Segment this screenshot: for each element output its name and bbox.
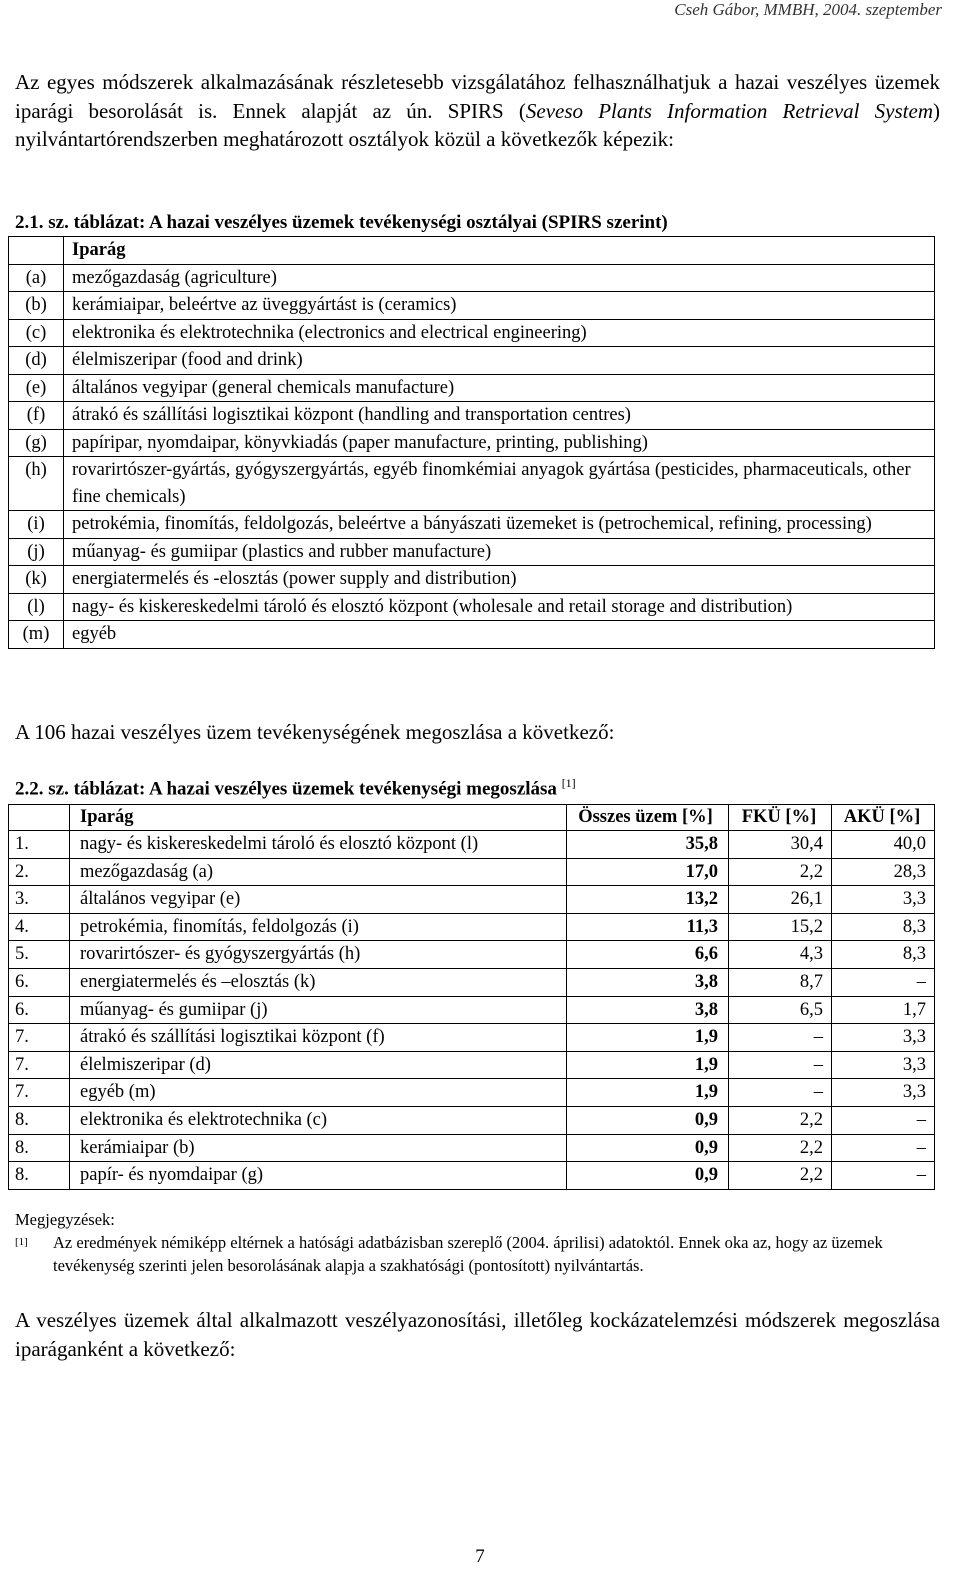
table1-row	[9, 374, 935, 402]
table2-row-total: 11,3	[567, 913, 729, 941]
table2-row-fku: 2,2	[729, 1106, 832, 1134]
table2-row-total: 6,6	[567, 941, 729, 969]
table1-row	[9, 347, 935, 375]
table2-row	[9, 831, 935, 859]
table1-row-name: energiatermelés és -elosztás (power supply and distribution)	[64, 566, 935, 594]
table2-row-fku: –	[729, 1079, 832, 1107]
table1-row	[9, 457, 935, 511]
table2-row-rank: 6.	[9, 996, 70, 1024]
table2-row-fku: 30,4	[729, 831, 832, 859]
table1-row-name: műanyag- és gumiipar (plastics and rubber manufacture)	[64, 538, 935, 566]
table1-row	[9, 511, 935, 539]
table1-row-name: petrokémia, finomítás, feldolgozás, beleértve a bányászati üzemeket is (petrochemical, refining, processing)	[64, 511, 935, 539]
table-activity-distribution	[8, 804, 935, 1190]
table1-row-name: kerámiaipar, beleértve az üveggyártást is (ceramics)	[64, 292, 935, 320]
intro-italic-term: Seveso Plants Information Retrieval System	[525, 98, 933, 123]
table1-row-letter: (g)	[9, 429, 64, 457]
footnote-text: Az eredmények némiképp eltérnek a hatósági adatbázisban szereplő (2004. áprilisi) adatoktól. Ennek oka az, hogy az üzemek tevékenység szerinti jelen besorolásának alapja a szakhatósági (pontosított) nyilvántartás.	[53, 1233, 883, 1275]
table2-row-name: mezőgazdaság (a)	[70, 858, 567, 886]
table2-row-fku: 8,7	[729, 968, 832, 996]
table2-row-total: 1,9	[567, 1024, 729, 1052]
table2-caption-text: 2.2. sz. táblázat: A hazai veszélyes üzemek tevékenységi megoszlása	[15, 778, 557, 800]
table2-row-aku: 3,3	[832, 1051, 935, 1079]
table2-row-aku: 1,7	[832, 996, 935, 1024]
mid-paragraph: A 106 hazai veszélyes üzem tevékenységének megoszlása a következő:	[15, 720, 615, 744]
table2-header-name: Iparág	[70, 805, 567, 831]
table1-row-letter: (a)	[9, 264, 64, 292]
table2-row	[9, 913, 935, 941]
table1-row-name: mezőgazdaság (agriculture)	[64, 264, 935, 292]
table1-row-name: nagy- és kiskereskedelmi tároló és elosztó központ (wholesale and retail storage and distribution)	[64, 593, 935, 621]
running-header: Cseh Gábor, MMBH, 2004. szeptember	[674, 0, 942, 19]
table1-row-letter: (l)	[9, 593, 64, 621]
table2-row	[9, 996, 935, 1024]
intro-paragraph	[15, 68, 940, 154]
table1-row	[9, 429, 935, 457]
table2-row-name: átrakó és szállítási logisztikai központ (f)	[70, 1024, 567, 1052]
table1-caption: 2.1. sz. táblázat: A hazai veszélyes üzemek tevékenységi osztályai (SPIRS szerint)	[15, 212, 668, 233]
page-number: 7	[475, 1546, 485, 1567]
table1-row-name: papíripar, nyomdaipar, könyvkiadás (paper manufacture, printing, publishing)	[64, 429, 935, 457]
table2-row-total: 0,9	[567, 1134, 729, 1162]
table2-row-aku: –	[832, 1106, 935, 1134]
table1-row-name: élelmiszeripar (food and drink)	[64, 347, 935, 375]
table1-row-name: elektronika és elektrotechnika (electronics and electrical engineering)	[64, 319, 935, 347]
table1-row-name: általános vegyipar (general chemicals manufacture)	[64, 374, 935, 402]
table2-row	[9, 858, 935, 886]
table2-row-fku: –	[729, 1024, 832, 1052]
table2-row	[9, 1106, 935, 1134]
table1-row	[9, 319, 935, 347]
table2-row-rank: 8.	[9, 1134, 70, 1162]
table2-row	[9, 1162, 935, 1190]
table2-row-name: elektronika és elektrotechnika (c)	[70, 1106, 567, 1134]
table2-row-total: 1,9	[567, 1051, 729, 1079]
table1-row-letter: (h)	[9, 457, 64, 511]
table2-row-aku: 28,3	[832, 858, 935, 886]
table2-row-rank: 6.	[9, 968, 70, 996]
table2-row-name: élelmiszeripar (d)	[70, 1051, 567, 1079]
table2-row-name: kerámiaipar (b)	[70, 1134, 567, 1162]
table2-row-fku: 2,2	[729, 1162, 832, 1190]
table1-row	[9, 292, 935, 320]
table2-header-rank	[9, 805, 70, 831]
table1-header-letter	[9, 237, 64, 265]
table2-row-name: energiatermelés és –elosztás (k)	[70, 968, 567, 996]
table1-row-letter: (m)	[9, 621, 64, 649]
table2-row-rank: 1.	[9, 831, 70, 859]
table2-row-name: rovarirtószer- és gyógyszergyártás (h)	[70, 941, 567, 969]
table2-row-aku: –	[832, 968, 935, 996]
table2-row-aku: 3,3	[832, 886, 935, 914]
table2-row-rank: 4.	[9, 913, 70, 941]
table1-row	[9, 264, 935, 292]
table2-row	[9, 1079, 935, 1107]
closing-paragraph: A veszélyes üzemek által alkalmazott veszélyazonosítási, illetőleg kockázatelemzési módszerek megoszlása iparáganként a következő:	[15, 1308, 940, 1361]
table2-row	[9, 968, 935, 996]
table2-row-fku: 2,2	[729, 858, 832, 886]
intro-text: Az egyes módszerek alkalmazásának részletesebb vizsgálatához felhasználhatjuk a hazai veszélyes üzemek iparági besorolását is. Ennek alapját az ún. SPIRS (	[15, 70, 940, 123]
table2-row-total: 1,9	[567, 1079, 729, 1107]
table2-row-rank: 8.	[9, 1162, 70, 1190]
table1-header-name: Iparág	[64, 237, 935, 265]
table1-row	[9, 566, 935, 594]
table2-row	[9, 1024, 935, 1052]
table2-row-aku: 8,3	[832, 913, 935, 941]
table1-row-letter: (c)	[9, 319, 64, 347]
table2-row-aku: 3,3	[832, 1024, 935, 1052]
table2-row-total: 0,9	[567, 1162, 729, 1190]
table-spirs-classes	[8, 236, 935, 649]
table1-row-name: egyéb	[64, 621, 935, 649]
table2-row-name: nagy- és kiskereskedelmi tároló és elosztó központ (l)	[70, 831, 567, 859]
table2-row-fku: 6,5	[729, 996, 832, 1024]
table1-row-letter: (i)	[9, 511, 64, 539]
table2-row-aku: 8,3	[832, 941, 935, 969]
table2-row-aku: –	[832, 1162, 935, 1190]
table2-row	[9, 1051, 935, 1079]
table2-row	[9, 886, 935, 914]
table2-row-rank: 7.	[9, 1079, 70, 1107]
table2-header-fku: FKÜ [%]	[729, 805, 832, 831]
table2-row-total: 35,8	[567, 831, 729, 859]
table2-row-name: petrokémia, finomítás, feldolgozás (i)	[70, 913, 567, 941]
table2-row-fku: –	[729, 1051, 832, 1079]
footnote-ref: [1]	[15, 1236, 28, 1248]
footnote	[15, 1231, 940, 1277]
table1-row-letter: (e)	[9, 374, 64, 402]
table2-row-total: 0,9	[567, 1106, 729, 1134]
table2-row-total: 3,8	[567, 996, 729, 1024]
table1-row-letter: (d)	[9, 347, 64, 375]
table1-row	[9, 593, 935, 621]
table2-row-aku: –	[832, 1134, 935, 1162]
table1-row	[9, 538, 935, 566]
table2-row-rank: 5.	[9, 941, 70, 969]
table2-row-aku: 3,3	[832, 1079, 935, 1107]
table2-row-fku: 26,1	[729, 886, 832, 914]
table2-caption-ref: [1]	[561, 776, 576, 790]
table2-header-total: Összes üzem [%]	[567, 805, 729, 831]
notes-label: Megjegyzések:	[15, 1210, 115, 1229]
table2-row-name: egyéb (m)	[70, 1079, 567, 1107]
table1-header-row	[9, 237, 935, 265]
table2-row-total: 13,2	[567, 886, 729, 914]
table1-row-letter: (b)	[9, 292, 64, 320]
table2-row-fku: 4,3	[729, 941, 832, 969]
table2-row-total: 3,8	[567, 968, 729, 996]
table1-row-name: átrakó és szállítási logisztikai központ (handling and transportation centres)	[64, 402, 935, 430]
table2-row-fku: 2,2	[729, 1134, 832, 1162]
table2-header-aku: AKÜ [%]	[832, 805, 935, 831]
table1-row-letter: (f)	[9, 402, 64, 430]
table2-row	[9, 1134, 935, 1162]
table2-row-rank: 7.	[9, 1051, 70, 1079]
table2-row-rank: 3.	[9, 886, 70, 914]
table1-row-letter: (j)	[9, 538, 64, 566]
table1-row	[9, 621, 935, 649]
table2-row-rank: 2.	[9, 858, 70, 886]
table1-row	[9, 402, 935, 430]
table2-header-row	[9, 805, 935, 831]
table2-row-aku: 40,0	[832, 831, 935, 859]
table2-row-name: műanyag- és gumiipar (j)	[70, 996, 567, 1024]
table1-row-letter: (k)	[9, 566, 64, 594]
table2-row-rank: 8.	[9, 1106, 70, 1134]
table1-row-name: rovarirtószer-gyártás, gyógyszergyártás, egyéb finomkémiai anyagok gyártása (pesticides, pharmaceuticals, other fine chemicals)	[64, 457, 935, 511]
table2-caption	[15, 776, 576, 800]
table2-row-total: 17,0	[567, 858, 729, 886]
table2-row-rank: 7.	[9, 1024, 70, 1052]
notes-block	[15, 1208, 940, 1277]
table2-row	[9, 941, 935, 969]
table2-row-name: általános vegyipar (e)	[70, 886, 567, 914]
table2-row-name: papír- és nyomdaipar (g)	[70, 1162, 567, 1190]
table2-row-fku: 15,2	[729, 913, 832, 941]
intro-rest: ) nyilvántartórendszerben meghatározott osztályok közül a következők képezik:	[15, 98, 940, 151]
